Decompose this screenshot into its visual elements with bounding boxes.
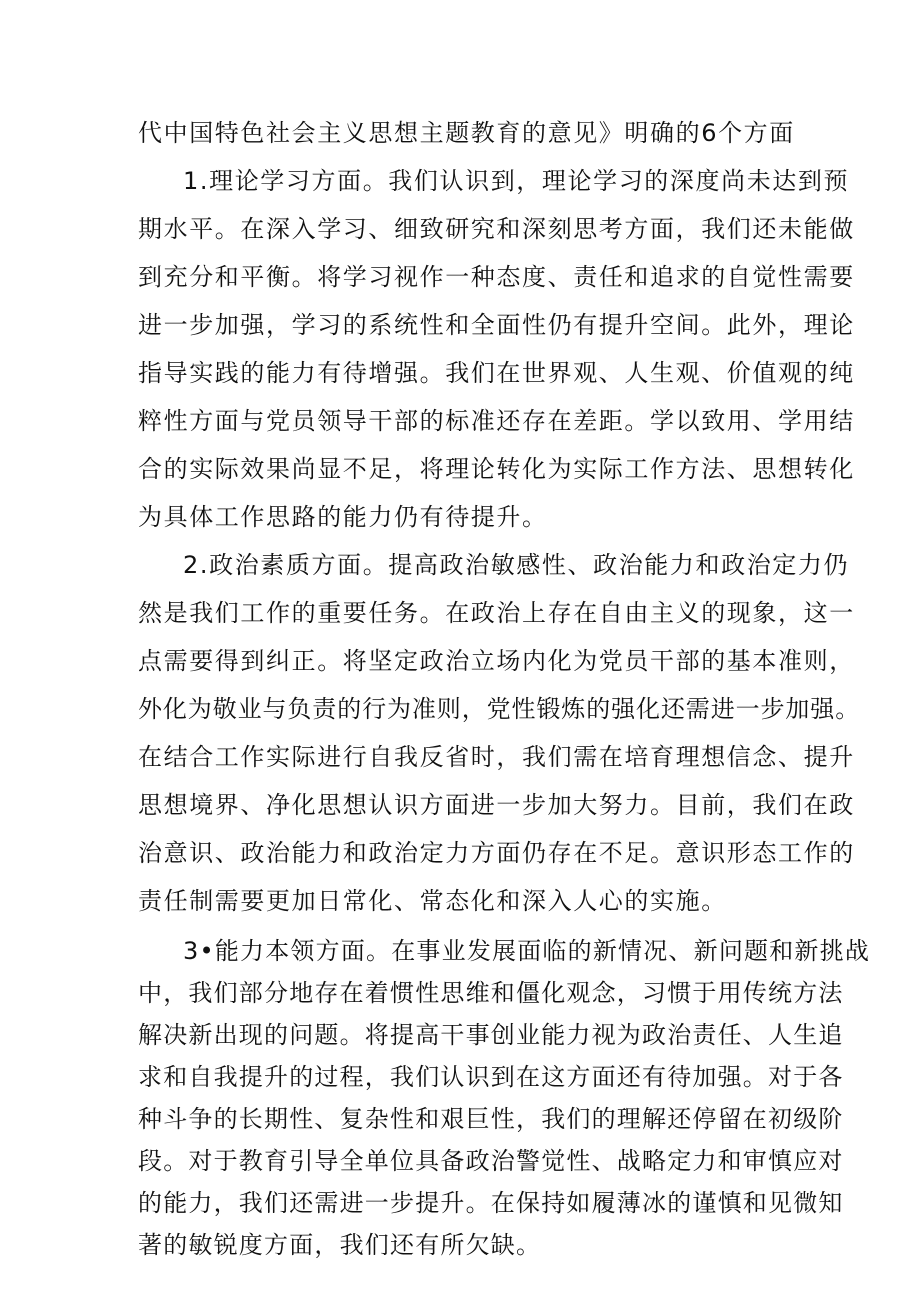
- paragraph-line: 在结合工作实际进行自我反省时，我们需在培育理想信念、提升: [138, 743, 855, 771]
- paragraph-line: 3•能力本领方面。在事业发展面临的新情况、新问题和新挑战: [183, 937, 871, 965]
- paragraph-line: 责任制需要更加日常化、常态化和深入人心的实施。: [138, 887, 727, 915]
- paragraph-line: 合的实际效果尚显不足，将理论转化为实际工作方法、思想转化: [138, 455, 855, 483]
- paragraph-line: 治意识、政治能力和政治定力方面仍存在不足。意识形态工作的: [138, 839, 855, 867]
- paragraph-line: 1.理论学习方面。我们认识到，理论学习的深度尚未达到预: [183, 167, 850, 195]
- paragraph-line: 段。对于教育引导全单位具备政治警觉性、战略定力和审慎应对: [138, 1147, 844, 1175]
- paragraph-line: 点需要得到纠正。将坚定政治立场内化为党员干部的基本准则，: [138, 647, 855, 675]
- paragraph-line: 进一步加强，学习的系统性和全面性仍有提升空间。此外，理论: [138, 311, 855, 339]
- paragraph-line: 指导实践的能力有待增强。我们在世界观、人生观、价值观的纯: [138, 359, 855, 387]
- paragraph-line: 求和自我提升的过程，我们认识到在这方面还有待加强。对于各: [138, 1063, 844, 1091]
- paragraph-line: 的能力，我们还需进一步提升。在保持如履薄冰的谨慎和见微知: [138, 1189, 844, 1217]
- paragraph-line: 思想境界、净化思想认识方面进一步加大努力。目前，我们在政: [138, 791, 855, 819]
- paragraph-line: 然是我们工作的重要任务。在政治上存在自由主义的现象，这一: [138, 599, 855, 627]
- paragraph-line: 种斗争的长期性、复杂性和艰巨性，我们的理解还停留在初级阶: [138, 1105, 844, 1133]
- paragraph-line: 著的敏锐度方面，我们还有所欠缺。: [138, 1231, 542, 1259]
- paragraph-line: 粹性方面与党员领导干部的标准还存在差距。学以致用、学用结: [138, 407, 855, 435]
- paragraph-line: 期水平。在深入学习、细致研究和深刻思考方面，我们还未能做: [138, 215, 855, 243]
- paragraph-line: 外化为敬业与负责的行为准则，党性锻炼的强化还需进一步加强。: [138, 695, 861, 723]
- paragraph-line: 中，我们部分地存在着惯性思维和僵化观念，习惯于用传统方法: [138, 979, 844, 1007]
- paragraph-line: 为具体工作思路的能力仍有待提升。: [138, 503, 548, 531]
- paragraph-line: 解决新出现的问题。将提高干事创业能力视为政治责任、人生追: [138, 1021, 844, 1049]
- intro-line: 代中国特色社会主义思想主题教育的意见》明确的6个方面: [138, 119, 795, 147]
- paragraph-line: 2.政治素质方面。提高政治敏感性、政治能力和政治定力仍: [183, 551, 850, 579]
- paragraph-line: 到充分和平衡。将学习视作一种态度、责任和追求的自觉性需要: [138, 263, 855, 291]
